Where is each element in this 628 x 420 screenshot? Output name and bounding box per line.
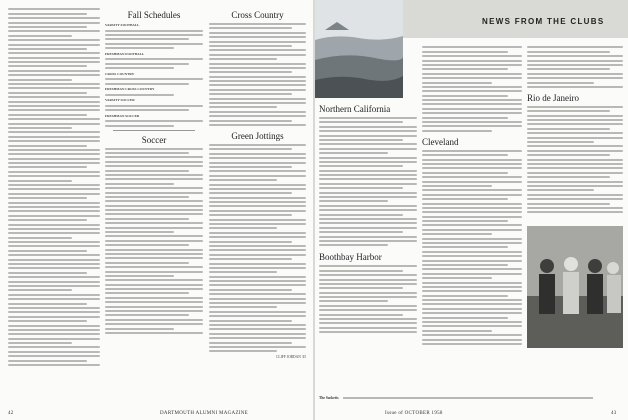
byline: CLIFF JORDAN '45: [275, 354, 306, 359]
schedule-entry-freshman-soccer: FRESHMAN SOCCER: [105, 113, 140, 118]
right-footer-issue: Issue of OCTOBER 1958: [385, 411, 443, 416]
fall-schedules-heading: Fall Schedules: [127, 10, 181, 20]
news-from-the-clubs-title: NEWS FROM THE CLUBS: [482, 17, 605, 26]
boothbay-harbor-heading: Boothbay Harbor: [319, 252, 382, 263]
ocean-photo: [315, 0, 403, 98]
left-column-1: [8, 6, 100, 406]
left-page: [0, 0, 313, 420]
schedule-entry-soccer: VARSITY SOCCER: [105, 98, 135, 103]
schedule-entry-football: VARSITY FOOTBALL: [105, 23, 140, 27]
right-page-number: 43: [611, 411, 617, 416]
photo-ocean-icon: [315, 0, 403, 98]
soccer-heading: Soccer: [141, 134, 167, 145]
northern-california-heading: Northern California: [319, 104, 391, 114]
left-page-number: 42: [8, 411, 14, 416]
schedule-entry-freshman-cross-country: FRESHMAN CROSS COUNTRY: [105, 86, 155, 91]
schedule-entry-cross-country: CROSS COUNTRY: [105, 71, 135, 76]
cross-country-heading: Cross Country: [231, 10, 284, 20]
left-footer-title: DARTMOUTH ALUMNI MAGAZINE: [160, 411, 249, 416]
photo-people-icon: [527, 226, 623, 348]
green-jottings-heading: Green Jottings: [231, 130, 284, 141]
schedule-block: [105, 23, 203, 127]
cleveland-heading: Cleveland: [422, 136, 459, 147]
rio-de-janeiro-heading: Rio de Janeiro: [527, 92, 579, 103]
people-photo: [527, 226, 623, 348]
left-column-2: [105, 6, 203, 406]
right-column-2: [422, 44, 522, 394]
caption-lead: The Sacketts: [319, 396, 339, 400]
photo-caption: [319, 396, 624, 400]
left-column-3: [209, 6, 306, 406]
schedule-entry-freshman-football: FRESHMAN FOOTBALL: [105, 51, 145, 56]
right-column-1: [319, 104, 417, 394]
right-page: [315, 0, 628, 420]
